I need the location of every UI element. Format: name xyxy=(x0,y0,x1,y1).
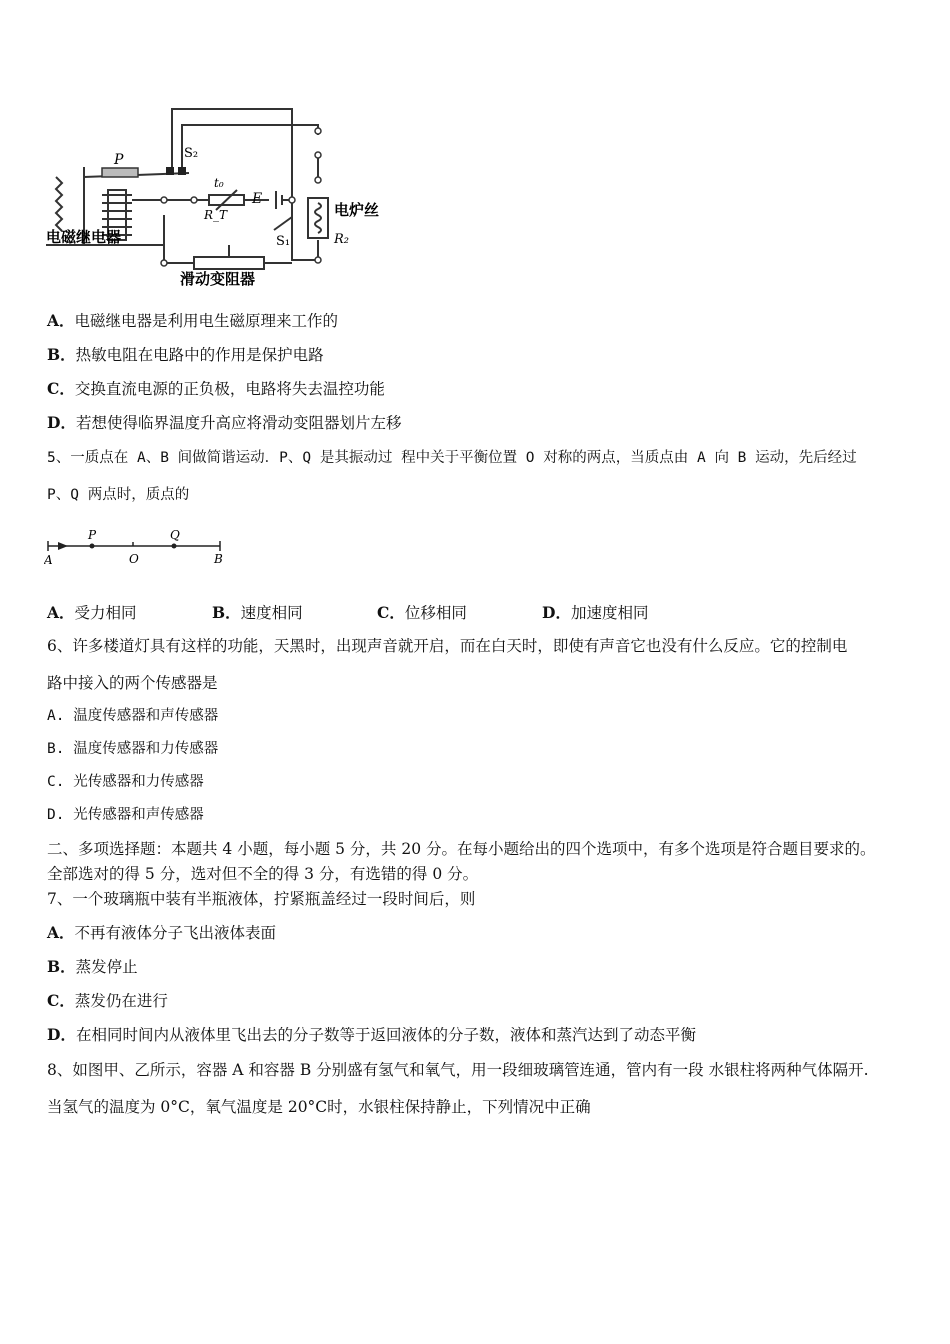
label-p: P xyxy=(114,152,124,168)
q6-stem-line1: 6、许多楼道灯具有这样的功能，天黑时，出现声音就开启，而在白天时，即使有声音它也没有什么反应。它的控制电 xyxy=(47,637,848,655)
point-q-label: Q xyxy=(170,528,180,542)
q4-option-a: A．电磁继电器是利用电生磁原理来工作的 xyxy=(47,311,339,330)
point-b-label: B xyxy=(214,552,223,566)
q5-option-a: A．受力相同 xyxy=(47,603,137,622)
q6-option-b: B. 温度传感器和力传感器 xyxy=(47,741,219,757)
q6-option-d: D. 光传感器和声传感器 xyxy=(47,807,204,823)
q5-option-c: C．位移相同 xyxy=(377,603,467,622)
q7-option-d: D．在相同时间内从液体里飞出去的分子数等于返回液体的分子数，液体和蒸汽达到了动态平衡 xyxy=(47,1025,696,1044)
circuit-diagram xyxy=(44,95,394,290)
label-rheostat: 滑动变阻器 xyxy=(180,270,256,288)
q4-option-d: D．若想使得临界温度升高应将滑动变阻器划片左移 xyxy=(47,413,402,432)
q4-option-b: B．热敏电阻在电路中的作用是保护电路 xyxy=(47,345,324,364)
q5-stem-line1: 5、一质点在 A、B 间做简谐运动．P、Q 是其振动过 程中关于平衡位置 O 对称的两点，当质点由 A 向 B 运动，先后经过 xyxy=(47,450,857,466)
label-relay: 电磁继电器 xyxy=(46,228,122,246)
label-e: E xyxy=(252,191,263,207)
q5-stem-line2: P、Q 两点时，质点的 xyxy=(47,487,190,503)
label-r2: R₂ xyxy=(334,232,349,247)
point-o-label: O xyxy=(129,552,139,566)
label-rt: R_T xyxy=(204,208,228,222)
label-s1: S₁ xyxy=(276,234,291,249)
shm-line-diagram xyxy=(44,526,229,568)
label-t0: t₀ xyxy=(214,176,224,190)
q5-options-row xyxy=(47,601,747,621)
q6-option-a: A. 温度传感器和声传感器 xyxy=(47,708,219,724)
q5-option-d: D．加速度相同 xyxy=(542,603,649,622)
label-s2: S₂ xyxy=(184,146,199,161)
point-a-label: A xyxy=(44,553,53,567)
q5-option-b: B．速度相同 xyxy=(212,603,303,622)
q8-stem-line2: 当氢气的温度为 0°C，氧气温度是 20°C时，水银柱保持静止，下列情况中正确 xyxy=(47,1098,591,1116)
q6-option-c: C. 光传感器和力传感器 xyxy=(47,774,204,790)
q8-stem-line1: 8、如图甲、乙所示，容器 A 和容器 B 分别盛有氢气和氧气，用一段细玻璃管连通，管内有一段 水银柱将两种气体隔开. xyxy=(47,1061,869,1079)
section2-line2: 全部选对的得 5 分，选对但不全的得 3 分，有选错的得 0 分。 xyxy=(47,865,479,883)
q7-option-c: C．蒸发仍在进行 xyxy=(47,991,168,1010)
q7-stem: 7、一个玻璃瓶中装有半瓶液体，拧紧瓶盖经过一段时间后，则 xyxy=(47,890,476,908)
label-furnace-wire: 电炉丝 xyxy=(334,201,380,219)
section2-line1: 二、多项选择题：本题共 4 小题，每小题 5 分，共 20 分。在每小题给出的四个选项中，有多个选项是符合题目要求的。 xyxy=(47,840,876,858)
q6-stem-line2: 路中接入的两个传感器是 xyxy=(47,674,218,692)
point-p-label: P xyxy=(88,528,97,542)
q7-option-b: B．蒸发停止 xyxy=(47,957,138,976)
q4-option-c: C．交换直流电源的正负极，电路将失去温控功能 xyxy=(47,379,385,398)
q7-option-a: A．不再有液体分子飞出液体表面 xyxy=(47,923,277,942)
